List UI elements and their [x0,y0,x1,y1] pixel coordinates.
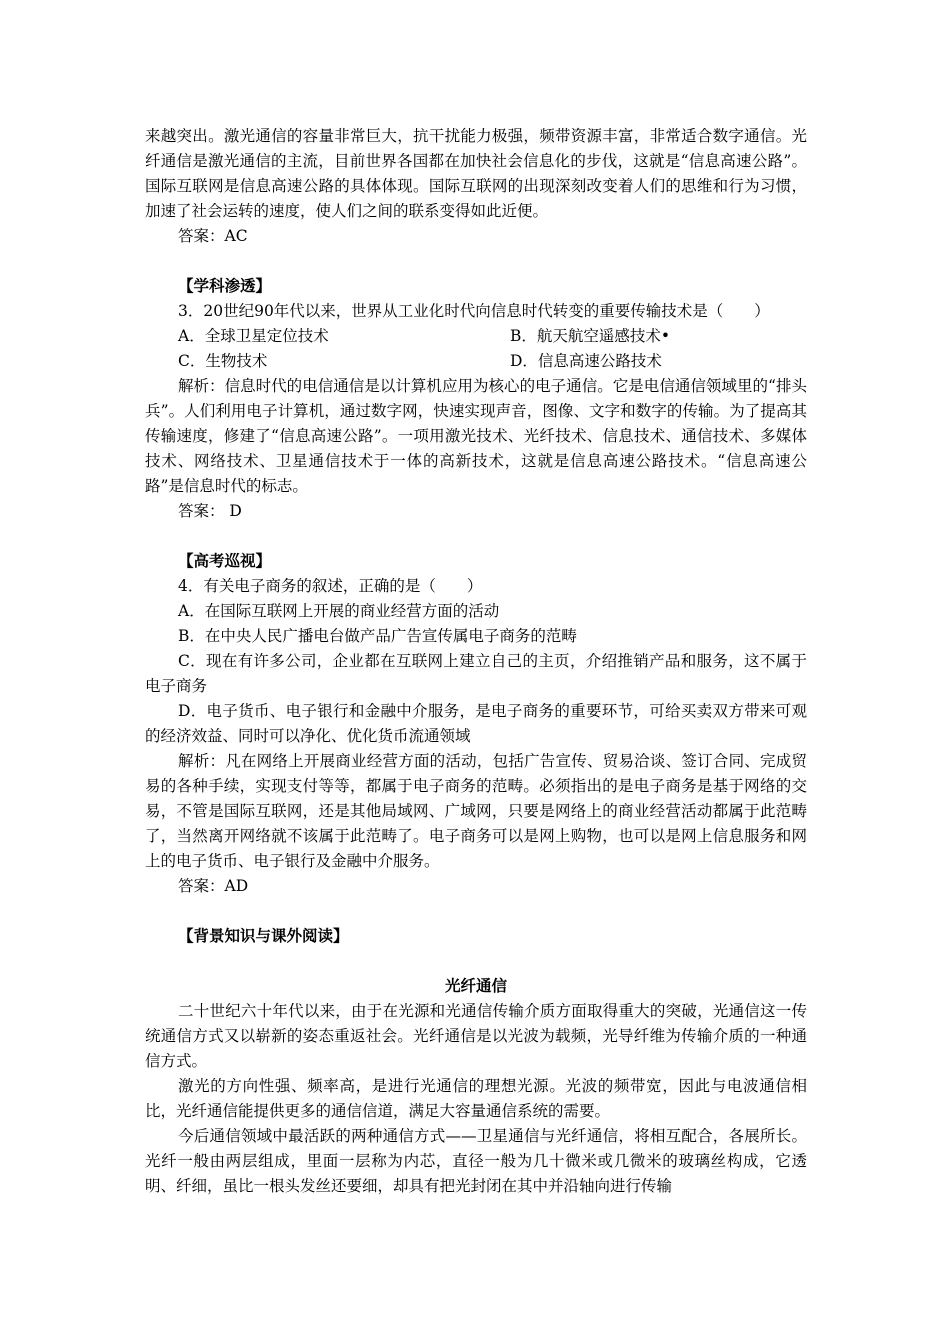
options-row-1 [145,324,807,349]
option-4d: D．电子货币、电子银行和金融中介服务，是电子商务的重要环节，可给买卖双方带来可观的经济效益、同时可以净化、优化货币流通领域 [145,702,807,745]
article-paragraph-2: 激光的方向性强、频率高，是进行光通信的理想光源。光波的频带宽，因此与电波通信相比，光纤通信能提供更多的通信信道，满足大容量通信系统的需要。 [145,1077,807,1120]
paragraph-laser-communication: 来越突出。激光通信的容量非常巨大，抗干扰能力极强，频带资源丰富，非常适合数字通信。光纤通信是激光通信的主流，目前世界各国都在加快社会信息化的步伐，这就是“信息高速公路”。 国际互联网是信息高速公路的具体体现。国际互联网的出现深刻改变着人们的思维和行为习惯，加速了社会运转的速度，使人们之间的联系变得如此近便。 [145,127,807,220]
option-4a: A．在国际互联网上开展的商业经营方面的活动 [178,602,500,620]
option-4b: B．在中央人民广播电台做产品广告宣传属电子商务的范畴 [178,627,577,645]
article-paragraph-3: 今后通信领域中最活跃的两种通信方式——卫星通信与光纤通信，将相互配合，各展所长。光纤一般由两层组成，里面一层称为内芯，直径一般为几十微米或几微米的玻璃丝构成，它透明、纤细，虽比一根头发丝还要细，却具有把光封闭在其中并沿轴向进行传输 [145,1127,807,1195]
option-3a: A．全球卫星定位技术 [178,327,329,345]
option-3c: C．生物技术 [178,352,268,370]
answer-3: 答案： D [178,502,242,520]
document-body [145,124,807,1199]
answer-2: 答案：AC [178,227,248,245]
spacer [145,249,807,274]
option-4c: C．现在有许多公司，企业都在互联网上建立自己的主页，介绍推销产品和服务，这不属于电子商务 [145,652,807,695]
option-3d: D．信息高速公路技术 [510,352,662,370]
analysis-4: 解析：凡在网络上开展商业经营方面的活动，包括广告宣传、贸易洽谈、签订合同、完成贸易的各种手续，实现支付等等，都属于电子商务的范畴。必须指出的是电子商务是基于网络的交易，不管是国际互联网，还是其他局域网、广域网，只要是网络上的商业经营活动都属于此范畴了，当然离开网络就不该属于此范畴了。电子商务可以是网上购物，也可以是网上信息服务和网上的电子货币、电子银行及金融中介服务。 [145,752,807,870]
answer-4: 答案：AD [178,877,249,895]
spacer [145,949,807,974]
article-title: 光纤通信 [444,977,507,995]
question-3: 3．20世纪90年代以来，世界从工业化时代向信息时代转变的重要传输技术是（ ） [178,302,770,320]
heading-subject-integration: 【学科渗透】 [178,277,272,295]
spacer [145,899,807,924]
spacer [145,524,807,549]
question-4: 4．有关电子商务的叙述，正确的是（ ） [178,577,483,595]
article-paragraph-1: 二十世纪六十年代以来，由于在光源和光通信传输介质方面取得重大的突破，光通信这一传统通信方式又以崭新的姿态重返社会。光纤通信是以光波为载频，光导纤维为传输介质的一种通信方式。 [145,1002,807,1070]
analysis-3: 解析：信息时代的电信通信是以计算机应用为核心的电子通信。它是电信通信领域里的“排头兵”。人们利用电子计算机，通过数字网，快速实现声音，图像、文字和数字的传输。为了提高其传输速度，修建了“信息高速公路”。一项用激光技术、光纤技术、信息技术、通信技术、多媒体技术、网络技术、卫星通信技术于一体的高新技术，这就是信息高速公路技术。“信息高速公路”是信息时代的标志。 [145,377,807,495]
option-3b: B．航天航空遥感技术• [510,327,671,345]
heading-background-reading: 【背景知识与课外阅读】 [178,927,349,945]
heading-exam-review: 【高考巡视】 [178,552,272,570]
options-row-2 [145,349,807,374]
